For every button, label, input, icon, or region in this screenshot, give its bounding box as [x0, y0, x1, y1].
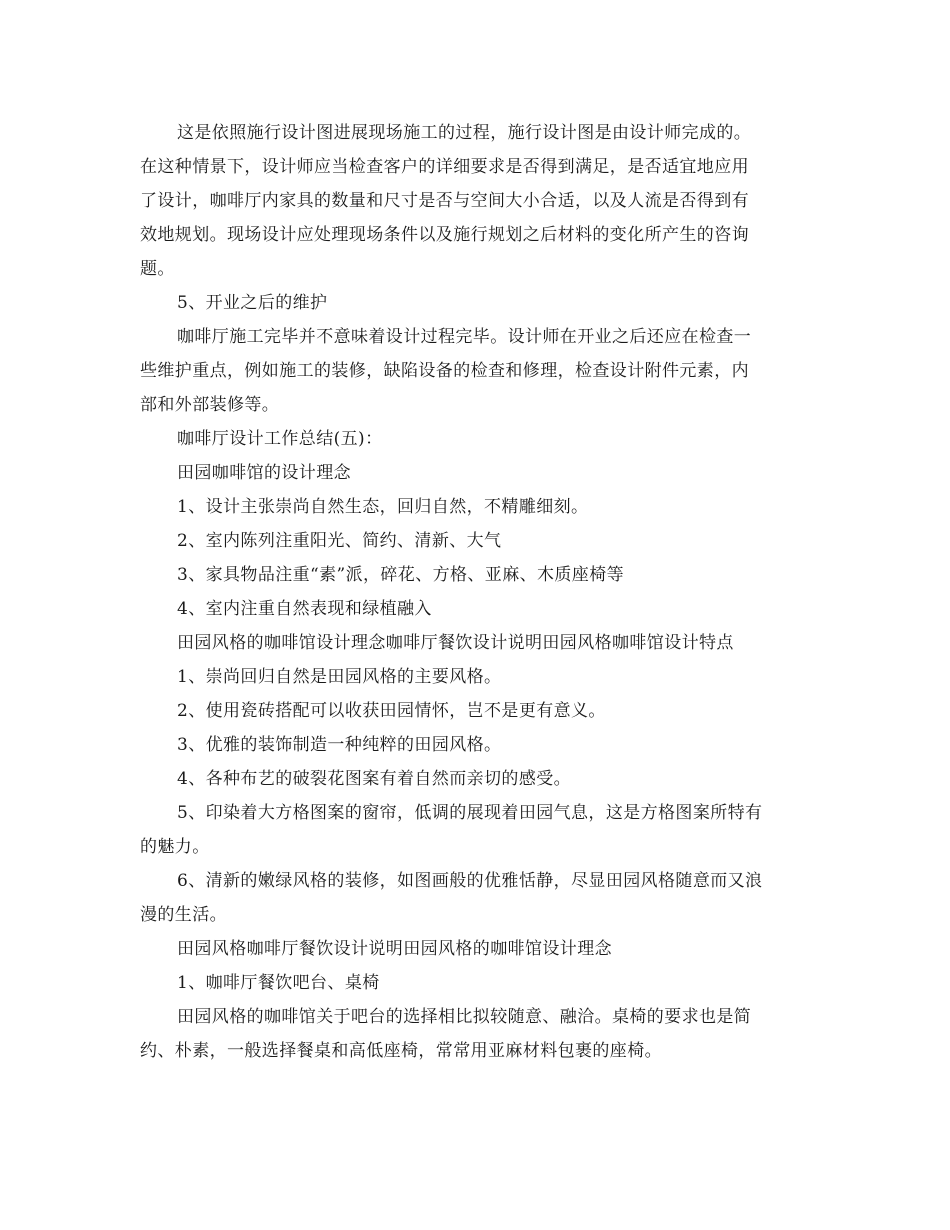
text-line: 田园风格咖啡厅餐饮设计说明田园风格的咖啡馆设计理念 — [177, 939, 612, 959]
paragraph — [140, 558, 810, 592]
text-line: 效地规划。现场设计应处理现场条件以及施行规划之后材料的变化所产生的咨询 — [140, 225, 749, 245]
paragraph — [140, 694, 810, 728]
paragraph — [140, 728, 810, 762]
text-line: 4、各种布艺的破裂花图案有着自然而亲切的感受。 — [177, 769, 572, 789]
text-line: 咖啡厅施工完毕并不意味着设计过程完毕。设计师在开业之后还应在检查一 — [177, 327, 752, 347]
text-line: 咖啡厅设计工作总结(五)： — [177, 429, 383, 449]
paragraph — [140, 660, 810, 694]
paragraph — [140, 932, 810, 966]
paragraph — [140, 286, 810, 320]
text-line: 5、开业之后的维护 — [177, 293, 328, 313]
text-line: 田园咖啡馆的设计理念 — [177, 463, 351, 483]
text-line: 部和外部装修等。 — [140, 395, 280, 415]
text-line: 题。 — [140, 259, 175, 279]
text-line: 的魅力。 — [140, 837, 210, 857]
text-line: 了设计，咖啡厅内家具的数量和尺寸是否与空间大小合适，以及人流是否得到有 — [140, 191, 749, 211]
text-line: 5、印染着大方格图案的窗帘，低调的展现着田园气息，这是方格图案所特有 — [177, 803, 763, 823]
text-line: 2、使用瓷砖搭配可以收获田园情怀，岂不是更有意义。 — [177, 701, 606, 721]
paragraph — [140, 592, 810, 626]
text-line: 6、清新的嫩绿风格的装修，如图画般的优雅恬静，尽显田园风格随意而又浪 — [177, 871, 763, 891]
paragraph — [140, 320, 810, 422]
text-line: 3、家具物品注重“素”派，碎花、方格、亚麻、木质座椅等 — [177, 565, 624, 585]
paragraph — [140, 966, 810, 1000]
document-body — [140, 116, 810, 1068]
text-line: 漫的生活。 — [140, 905, 227, 925]
text-line: 1、崇尚回归自然是田园风格的主要风格。 — [177, 667, 502, 687]
text-line: 4、室内注重自然表现和绿植融入 — [177, 599, 432, 619]
paragraph — [140, 456, 810, 490]
paragraph — [140, 1000, 810, 1068]
text-line: 约、朴素，一般选择餐桌和高低座椅，常常用亚麻材料包裹的座椅。 — [140, 1041, 662, 1061]
paragraph — [140, 422, 810, 456]
paragraph — [140, 626, 810, 660]
text-line: 这是依照施行设计图进展现场施工的过程，施行设计图是由设计师完成的。 — [177, 123, 752, 143]
text-line: 田园风格的咖啡馆设计理念咖啡厅餐饮设计说明田园风格咖啡馆设计特点 — [177, 633, 734, 653]
text-line: 1、咖啡厅餐饮吧台、桌椅 — [177, 973, 380, 993]
paragraph — [140, 490, 810, 524]
text-line: 3、优雅的装饰制造一种纯粹的田园风格。 — [177, 735, 502, 755]
paragraph — [140, 524, 810, 558]
text-line: 2、室内陈列注重阳光、简约、清新、大气 — [177, 531, 502, 551]
paragraph — [140, 796, 810, 864]
paragraph — [140, 864, 810, 932]
paragraph — [140, 762, 810, 796]
text-line: 1、设计主张崇尚自然生态，回归自然，不精雕细刻。 — [177, 497, 589, 517]
text-line: 些维护重点，例如施工的装修，缺陷设备的检查和修理，检查设计附件元素，内 — [140, 361, 749, 381]
text-line: 田园风格的咖啡馆关于吧台的选择相比拟较随意、融洽。桌椅的要求也是简 — [177, 1007, 752, 1027]
text-line: 在这种情景下，设计师应当检查客户的详细要求是否得到满足，是否适宜地应用 — [140, 157, 749, 177]
paragraph — [140, 116, 810, 286]
